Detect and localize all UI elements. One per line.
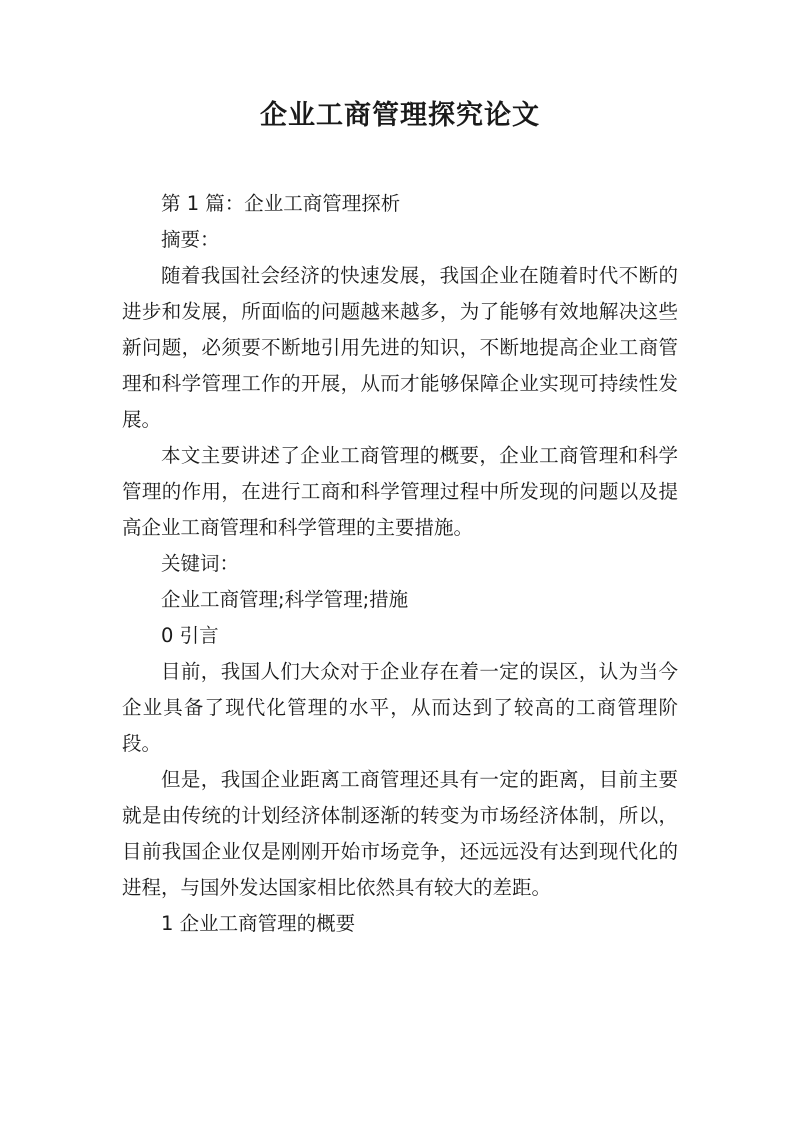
intro-paragraph-1: 目前，我国人们大众对于企业存在着一定的误区，认为当今企业具备了现代化管理的水平，从而达到了较高的工商管理阶段。: [122, 660, 678, 755]
abstract-paragraph-1: 随着我国社会经济的快速发展，我国企业在随着时代不断的进步和发展，所面临的问题越来越多，为了能够有效地解决这些新问题，必须要不断地引用先进的知识，不断地提高企业工商管理和科学管理工作的开展，从而才能够保障企业实现可持续性发展。: [122, 264, 678, 431]
abstract-paragraph-2: 本文主要讲述了企业工商管理的概要，企业工商管理和科学管理的作用，在进行工商和科学管理过程中所发现的问题以及提高企业工商管理和科学管理的主要措施。: [122, 444, 678, 539]
section-heading-intro: 0 引言: [161, 624, 219, 647]
document-title: 企业工商管理探究论文: [260, 100, 540, 131]
keywords-label: 关键词：: [161, 552, 240, 575]
abstract-label: 摘要：: [161, 228, 220, 251]
section-heading-1: 第 1 篇：企业工商管理探析: [161, 192, 401, 215]
document-body: [122, 186, 678, 942]
keywords-list: 企业工商管理;科学管理;措施: [161, 588, 409, 611]
intro-paragraph-2: 但是，我国企业距离工商管理还具有一定的距离，目前主要就是由传统的计划经济体制逐渐的转变为市场经济体制，所以，目前我国企业仅是刚刚开始市场竞争，还远远没有达到现代化的进程，与国外发达国家相比依然具有较大的差距。: [122, 768, 678, 899]
section-heading-overview: 1 企业工商管理的概要: [161, 912, 356, 935]
